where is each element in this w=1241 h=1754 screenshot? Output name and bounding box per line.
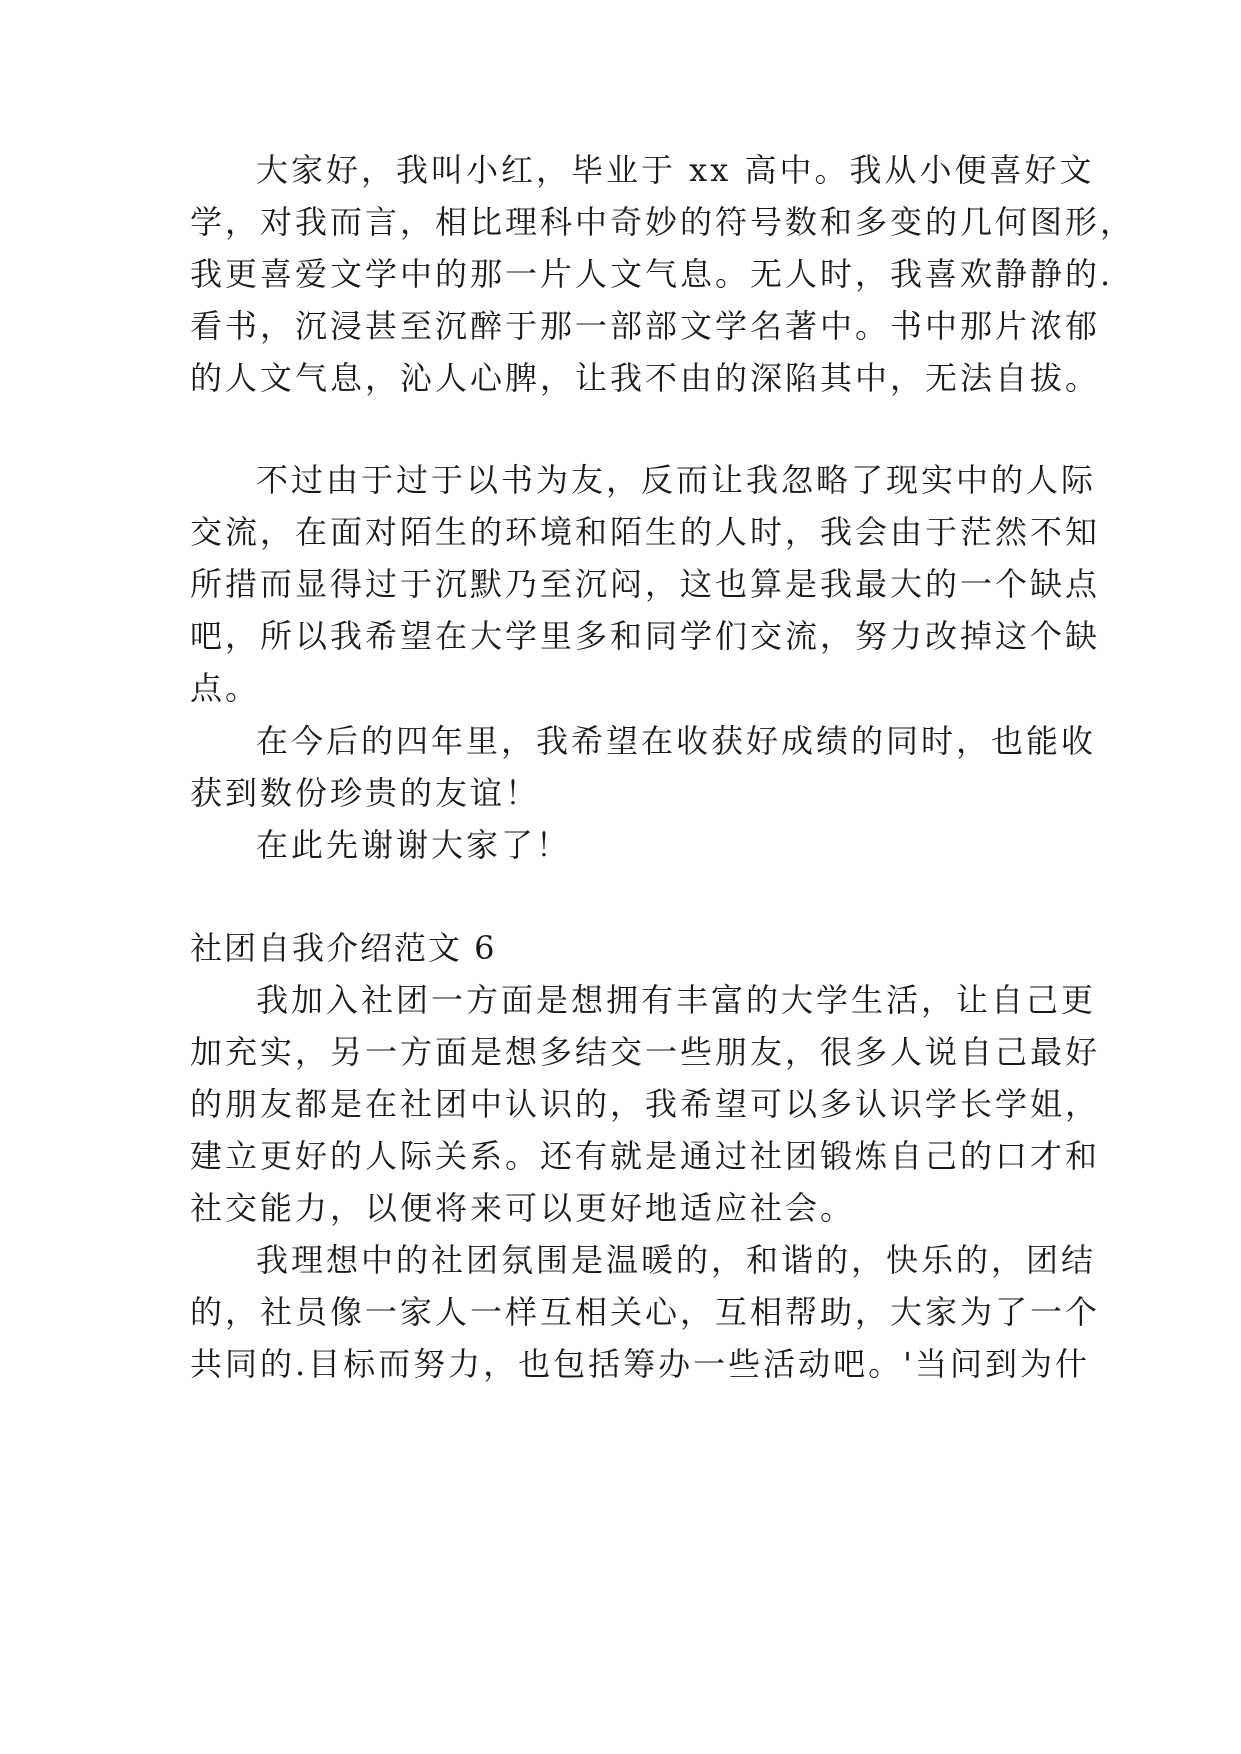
text-line: 我更喜爱文学中的那一片人文气息。无人时，我喜欢静静的. [190,255,1114,293]
text-line: 社交能力，以便将来可以更好地适应社会。 [190,1189,856,1227]
text-line: 不过由于过于以书为友，反而让我忽略了现实中的人际 [256,461,1097,499]
text-line: 大家好，我叫小红，毕业于 xx 高中。我从小便喜好文 [256,151,1095,189]
text-line: 建立更好的人际关系。还有就是通过社团锻炼自己的口才和 [190,1137,1101,1175]
text-line: 的，社员像一家人一样互相关心，互相帮助，大家为了一个 [190,1293,1101,1331]
text-line: 所措而显得过于沉默乃至沉闷，这也算是我最大的一个缺点 [190,565,1101,603]
text-line: 点。 [190,669,261,707]
text-line: 获到数份珍贵的友谊！ [190,774,541,812]
text-line: 加充实，另一方面是想多结交一些朋友，很多人说自己最好 [190,1033,1101,1071]
text-line: 看书，沉浸甚至沉醉于那一部部文学名著中。书中那片浓郁 [190,307,1101,345]
text-line: 在今后的四年里，我希望在收获好成绩的同时，也能收 [256,722,1097,760]
text-line: 我加入社团一方面是想拥有丰富的大学生活，让自己更 [256,981,1097,1019]
text-line: 的朋友都是在社团中认识的，我希望可以多认识学长学姐， [190,1085,1101,1123]
text-line: 的人文气息，沁人心脾，让我不由的深陷其中，无法自拔。 [190,359,1101,397]
section-heading: 社团自我介绍范文 6 [190,929,497,967]
text-line: 吧，所以我希望在大学里多和同学们交流，努力改掉这个缺 [190,617,1101,655]
text-line: 共同的.目标而努力，也包括筹办一些活动吧。'当问到为什 [190,1345,1090,1383]
text-line: 在此先谢谢大家了！ [256,826,572,864]
text-line: 交流，在面对陌生的环境和陌生的人时，我会由于茫然不知 [190,513,1101,551]
text-line: 学，对我而言，相比理科中奇妙的符号数和多变的几何图形， [190,203,1136,241]
text-line: 我理想中的社团氛围是温暖的，和谐的，快乐的，团结 [256,1241,1097,1279]
